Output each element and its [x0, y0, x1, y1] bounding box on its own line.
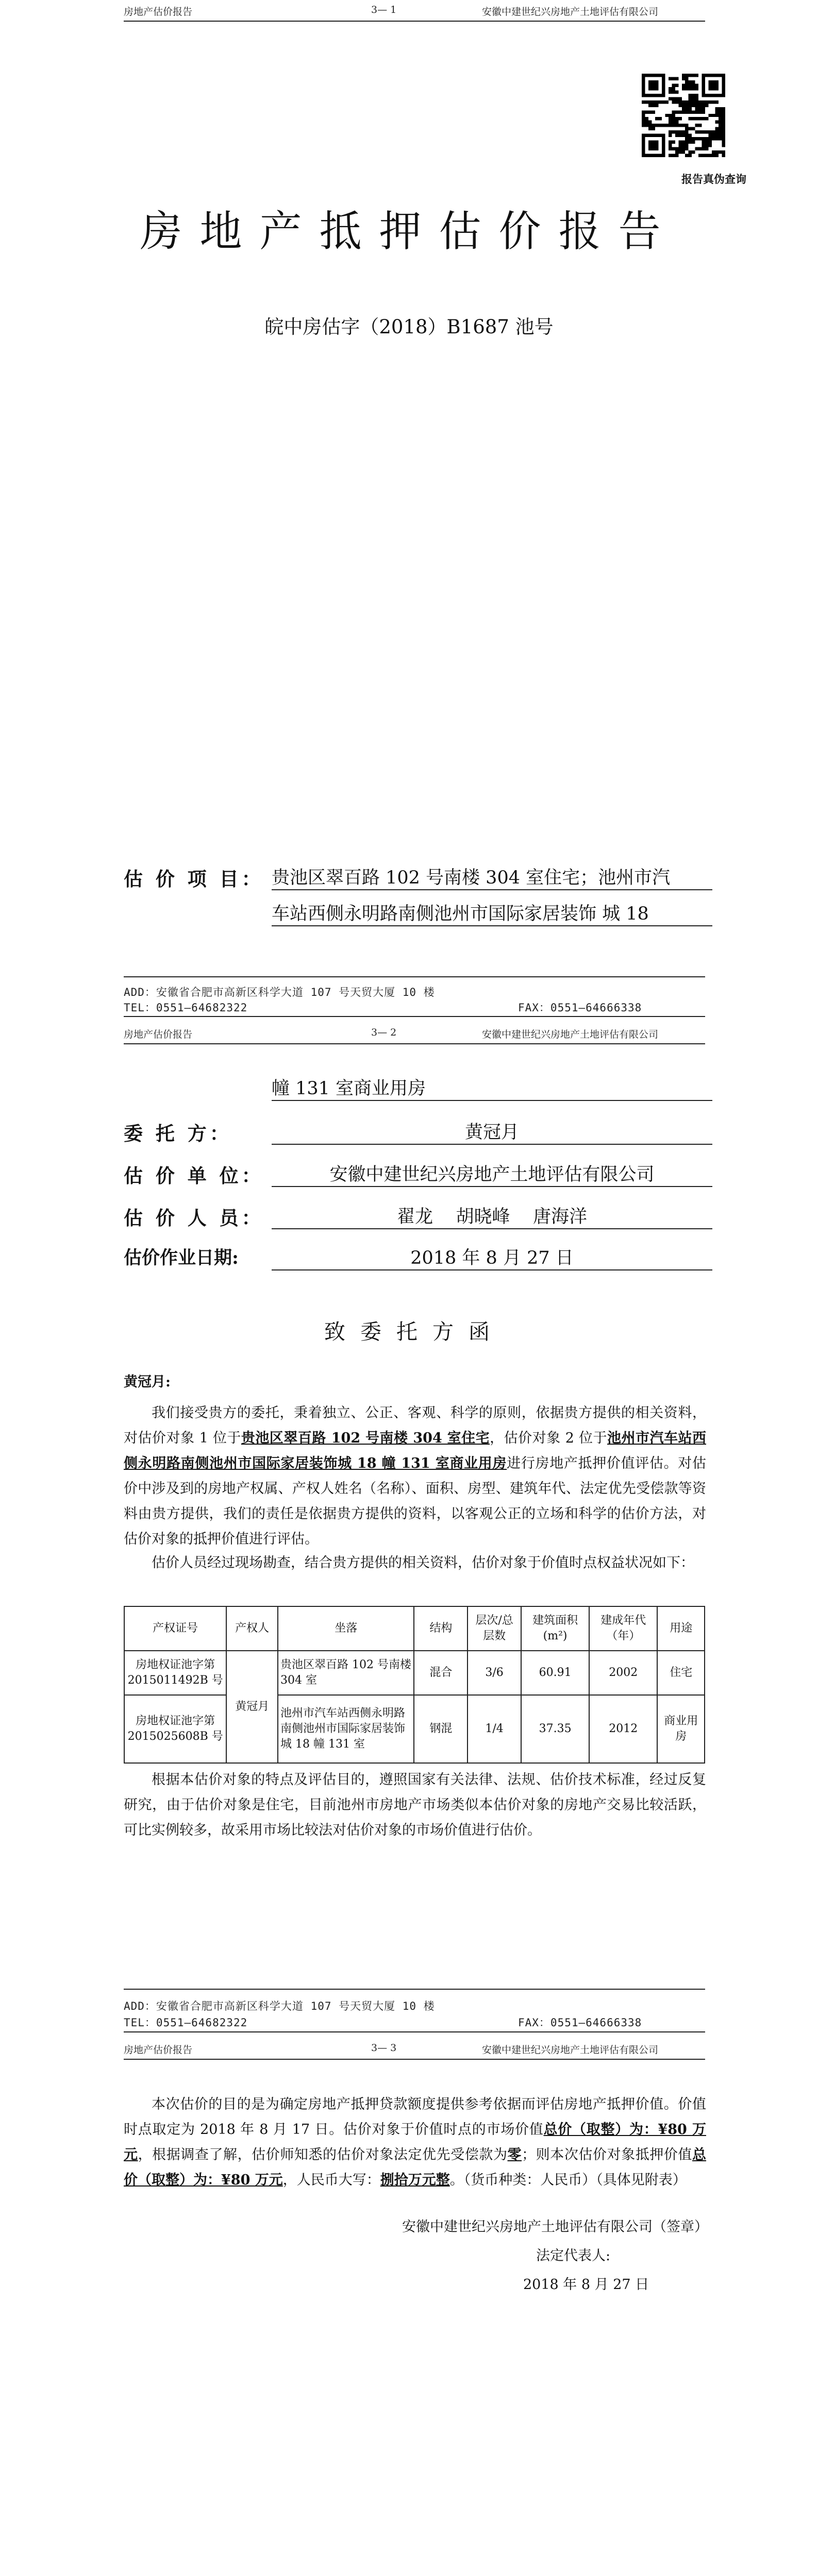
signature-representative: 法定代表人:	[536, 2248, 611, 2264]
letter-paragraph-1: 我们接受贵方的委托，秉着独立、公正、客观、科学的原则，依据贵方提供的相关资料，对估价对象 1 位于贵池区翠百路 102 号南楼 304 室住宅，估价对象 2 位于池州市汽车站西侧永明路南侧池州市国际家居装饰城 18 幢 131 室商业用房进行房地产抵押价值评估。对估价中涉及到的房地产权属、产权人姓名（名称）、面积、房型、建筑年代、法定优先受偿款等资料由贵方提供，我们的责任是依据贵方提供的资料，以客观公正的立场和科学的估价方法，对估价对象的抵押价值进行评估。	[124, 1405, 706, 1547]
date-label: 估价作业日期:	[124, 1247, 239, 1268]
item-line-2: 车站西侧永明路南侧池州市国际家居装饰 城 18	[272, 900, 712, 926]
table-row	[124, 1695, 705, 1763]
footer-divider	[124, 976, 705, 977]
footer-tel: TEL：0551—64682322	[124, 1002, 248, 1014]
page-number: 3— 3	[371, 2042, 397, 2054]
table-cell: 2002	[589, 1651, 657, 1695]
table-header: 坐落	[278, 1606, 414, 1651]
signature-date: 2018 年 8 月 27 日	[523, 2277, 649, 2293]
page-header-left: 房地产估价报告	[124, 1029, 193, 1040]
table-header: 层次/总层数	[468, 1606, 521, 1651]
qr-caption: 报告真伪查询	[681, 173, 746, 185]
qr-code-icon[interactable]	[642, 74, 725, 157]
table-cell: 37.35	[521, 1695, 589, 1763]
client-label: 委 托 方：	[124, 1122, 232, 1145]
table-header: 结构	[414, 1606, 468, 1651]
letter-paragraph-4: 本次估价的目的是为确定房地产抵押贷款额度提供参考依据而评估房地产抵押价值。价值时点取定为 2018 年 8 月 17 日。估价对象于价值时点的市场价值总价（取整）为：¥80 万元，根据调查了解，估价师知悉的估价对象法定优先受偿款为零；则本次估价对象抵押价值总价（取整）为：¥80 万元，人民币大写：捌拾万元整。（货币种类：人民币）（具体见附表）	[124, 2096, 707, 2188]
appraiser-value: 翟龙 胡晓峰 唐海洋	[272, 1202, 712, 1229]
report-title: 房地产抵押估价报告	[140, 207, 678, 256]
page-header-company: 安徽中建世纪兴房地产土地评估有限公司	[482, 1029, 659, 1040]
table-cell: 钢混	[414, 1695, 468, 1763]
header-divider	[124, 1043, 705, 1044]
letter-paragraph-2: 估价人员经过现场勘查，结合贵方提供的相关资料，估价对象于价值时点权益状况如下：	[152, 1555, 694, 1571]
table-cell: 贵池区翠百路 102 号南楼 304 室	[278, 1651, 414, 1695]
page-header-left: 房地产估价报告	[124, 2044, 193, 2056]
table-cell: 3/6	[468, 1651, 521, 1695]
client-value: 黄冠月	[272, 1118, 712, 1145]
table-header: 建筑面积(m²)	[521, 1606, 589, 1651]
property-table	[124, 1606, 705, 1764]
date-value: 2018 年 8 月 27 日	[272, 1244, 712, 1270]
table-header: 产权证号	[124, 1606, 226, 1651]
page-number: 3— 1	[371, 4, 397, 15]
table-cell: 商业用房	[657, 1695, 705, 1763]
unit-label: 估 价 单 位：	[124, 1164, 264, 1187]
table-cell: 1/4	[468, 1695, 521, 1763]
item-line-1: 贵池区翠百路 102 号南楼 304 室住宅；池州市汽	[272, 863, 712, 890]
page-header-company: 安徽中建世纪兴房地产土地评估有限公司	[482, 6, 659, 18]
table-cell: 2012	[589, 1695, 657, 1763]
letter-salutation: 黄冠月:	[124, 1374, 171, 1390]
table-cell: 混合	[414, 1651, 468, 1695]
table-cell: 60.91	[521, 1651, 589, 1695]
letter-paragraph-3: 根据本估价对象的特点及评估目的，遵照国家有关法律、法规、估价技术标准，经过反复研究，由于估价对象是住宅，目前池州市房地产市场类似本估价对象的房地产交易比较活跃，可比实例较多，故采用市场比较法对估价对象的市场价值进行估价。	[124, 1772, 706, 1838]
page-number: 3— 2	[371, 1027, 397, 1038]
header-divider	[124, 21, 705, 22]
footer-divider-bottom	[124, 1016, 705, 1017]
page-header-left: 房地产估价报告	[124, 6, 193, 18]
table-cell: 房地权证池字第 2015011492B 号	[124, 1651, 226, 1695]
table-cell: 房地权证池字第 2015025608B 号	[124, 1695, 226, 1763]
item-line-3: 幢 131 室商业用房	[272, 1074, 712, 1101]
footer-divider-bottom	[124, 2031, 705, 2032]
footer-fax: FAX：0551—64666338	[518, 2016, 642, 2029]
table-cell: 池州市汽车站西侧永明路南侧池州市国际家居装饰城 18 幢 131 室	[278, 1695, 414, 1763]
table-row	[124, 1651, 705, 1695]
unit-value: 安徽中建世纪兴房地产土地评估有限公司	[272, 1160, 712, 1187]
footer-divider	[124, 1989, 705, 1990]
table-header: 用途	[657, 1606, 705, 1651]
letter-title: 致 委 托 方 函	[324, 1319, 494, 1344]
report-number: 皖中房估字（2018）B1687 池号	[264, 316, 554, 338]
page-header-company: 安徽中建世纪兴房地产土地评估有限公司	[482, 2044, 659, 2056]
header-divider	[124, 2059, 705, 2060]
item-label: 估 价 项 目：	[124, 868, 264, 890]
table-header: 产权人	[226, 1606, 278, 1651]
footer-tel: TEL：0551—64682322	[124, 2016, 248, 2029]
signature-company: 安徽中建世纪兴房地产土地评估有限公司（签章）	[402, 2219, 708, 2235]
table-header: 建成年代（年）	[589, 1606, 657, 1651]
table-cell: 住宅	[657, 1651, 705, 1695]
footer-fax: FAX：0551—64666338	[518, 1002, 642, 1014]
table-cell-owner: 黄冠月	[226, 1651, 278, 1763]
footer-address: ADD：安徽省合肥市高新区科学大道 107 号天贸大厦 10 楼	[124, 986, 435, 998]
appraiser-label: 估 价 人 员：	[124, 1207, 264, 1229]
footer-address: ADD：安徽省合肥市高新区科学大道 107 号天贸大厦 10 楼	[124, 2000, 435, 2012]
